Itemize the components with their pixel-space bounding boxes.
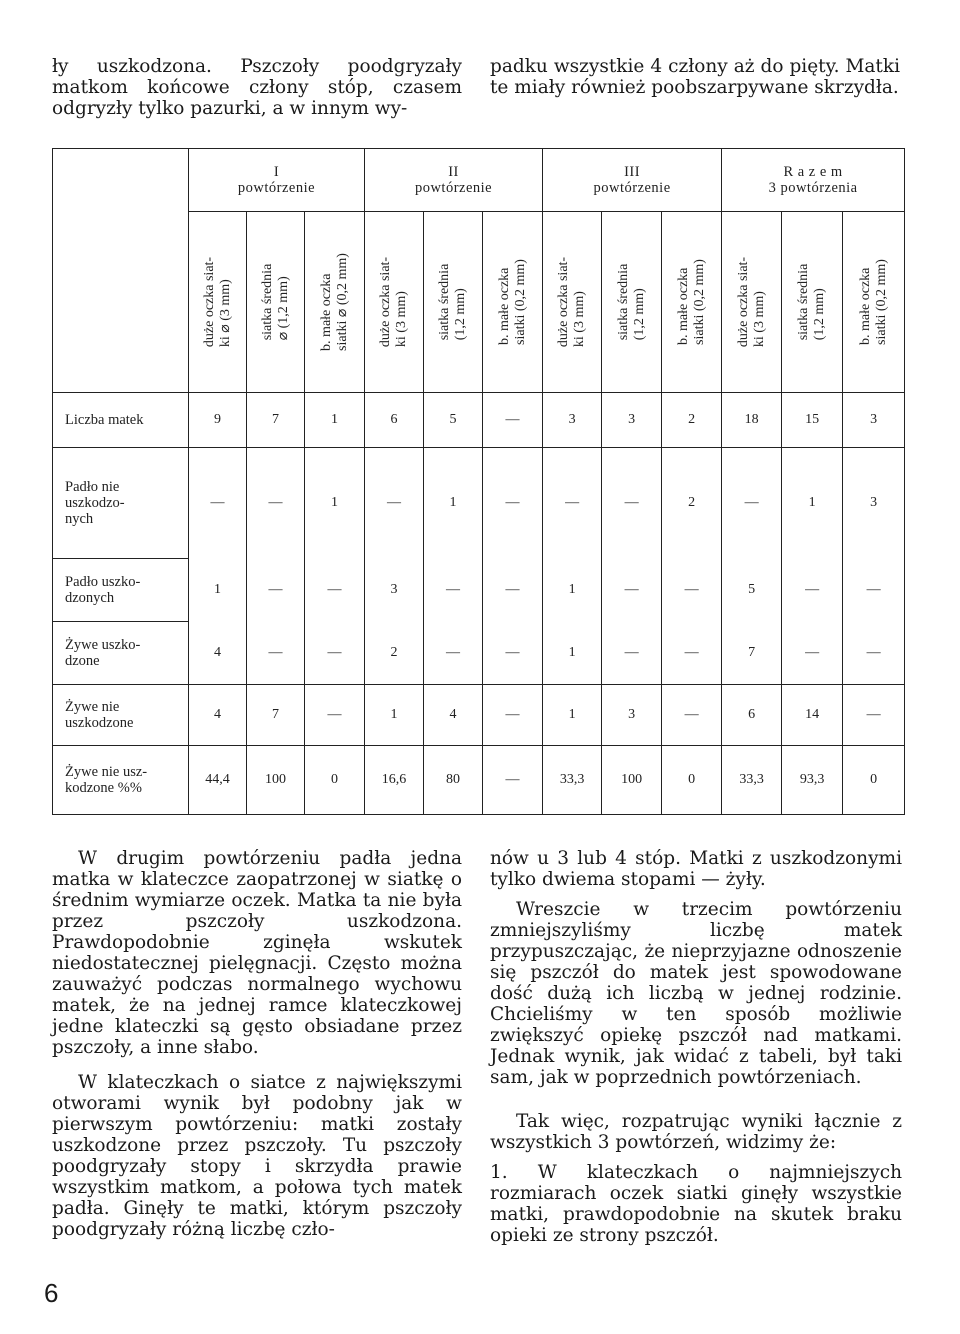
table-row [53, 746, 905, 815]
bottom-right-paragraph-2: Wreszcie w trzecim powtórzeniu zmniejszyliśmy liczbę matek przypuszczając, że nieprzyjazne odnoszenie się pszczół do matek jest spowodowane dość dużą ich liczbą w jednej rodzinie. Chcieliśmy w ten sposób możliwie zwiększyć opiekę pszczół nad matkami. Jednak wynik, jak widać z tabeli, był taki sam, jak w poprzednich powtórzeniach. [490, 899, 902, 1088]
column-header [424, 212, 483, 393]
table-cell: 6 [365, 393, 424, 448]
table-cell: 5 [424, 393, 483, 448]
group-header-3: III powtórzenie [543, 149, 722, 212]
table-cell: 1 [424, 448, 483, 559]
corner-cell [53, 149, 189, 393]
column-header [483, 212, 543, 393]
table-row [53, 393, 905, 448]
table-cell: 0 [305, 746, 365, 815]
table-cell: — [483, 393, 543, 448]
table-cell: 5 [722, 559, 782, 622]
table-cell: 2 [662, 448, 722, 559]
top-right-paragraph: padku wszystkie 4 człony aż do pięty. Matki te miały również poobszarpywane skrzydła. [490, 56, 900, 98]
table-cell: 100 [247, 746, 305, 815]
table-cell: — [782, 622, 843, 685]
table-cell: — [843, 622, 905, 685]
group-header-1: I powtórzenie [189, 149, 365, 212]
table-cell: — [602, 559, 662, 622]
table-cell: — [247, 448, 305, 559]
table-cell: 14 [782, 685, 843, 746]
table-cell: 4 [424, 685, 483, 746]
table-cell: 44,4 [189, 746, 247, 815]
bottom-right-paragraph-1: nów u 3 lub 4 stóp. Matki z uszkodzonymi tylko dwiema stopami — żyły. [490, 848, 902, 890]
table-cell: — [662, 622, 722, 685]
table-cell: 1 [305, 448, 365, 559]
table-cell: — [247, 622, 305, 685]
table-cell: — [483, 559, 543, 622]
table-cell: 3 [365, 559, 424, 622]
column-header [843, 212, 905, 393]
bottom-left-paragraph-1: W drugim powtórzeniu padła jedna matka w klateczce zaopatrzonej w siatkę o średnim wymiarze oczek. Matka ta nie była przez pszczoły uszkodzona. Prawdopodobnie zginęła wskutek niedostatecznej pielęgnacji. Często można zauważyć podczas normalnego wychowu matek, że na jednej ramce klateczkowej jedne klateczki są gęsto obsiadane przez pszczoły, a inne słabo. [52, 848, 462, 1058]
column-header [305, 212, 365, 393]
column-header [365, 212, 424, 393]
table-cell: — [305, 559, 365, 622]
row-label: Liczba matek [53, 393, 189, 448]
column-header-label: siatka średnia (1,2 mm) [437, 263, 469, 341]
table-cell: 7 [247, 685, 305, 746]
table-cell: 7 [722, 622, 782, 685]
row-label: Padło uszko- dzonych [53, 559, 189, 622]
table-cell: — [305, 622, 365, 685]
column-header-label: b. małe oczka siatki ⌀ (0,2 mm) [318, 253, 350, 351]
table-cell: 100 [602, 746, 662, 815]
column-header [602, 212, 662, 393]
table-cell: 1 [543, 622, 602, 685]
table-row [53, 559, 905, 622]
table-cell: 2 [365, 622, 424, 685]
column-header [662, 212, 722, 393]
table-cell: — [662, 685, 722, 746]
column-header [543, 212, 602, 393]
column-header [189, 212, 247, 393]
table-cell: — [483, 622, 543, 685]
column-header-label: duże oczka siat- ki (3 mm) [735, 256, 767, 348]
top-left-paragraph: ły uszkodzona. Pszczoły poodgryzały matkom końcowe człony stóp, czasem odgryzły tylko pazurki, a w innym wy- [52, 56, 462, 119]
table-cell: 18 [722, 393, 782, 448]
column-header-label: siatka średnia (1,2 mm) [615, 263, 647, 341]
table-cell: — [843, 559, 905, 622]
table-cell: 7 [247, 393, 305, 448]
group-header-total: R a z e m 3 powtórzenia [722, 149, 905, 212]
row-label: Żywe nie uszkodzone [53, 685, 189, 746]
column-header-label: duże oczka siat- ki ⌀ (3 mm) [201, 256, 233, 348]
bottom-left-paragraph-2: W klateczkach o siatce z największymi otworami wynik był podobny jak w pierwszym powtórzeniu: matki zostały uszkodzone przez pszczoły. Tu pszczoły poodgryzały stopy i skrzydła prawie wszystkim matkom, a połowa tych matek padła. Ginęły te matki, którym pszczoły poodgryzały różną liczbę czło- [52, 1072, 462, 1240]
table-cell: — [843, 685, 905, 746]
table-cell: — [189, 448, 247, 559]
table-cell: 16,6 [365, 746, 424, 815]
column-header-label: duże oczka siat- ki (3 mm) [378, 256, 410, 348]
table-cell: 1 [543, 685, 602, 746]
table-cell: 80 [424, 746, 483, 815]
table-cell: — [247, 559, 305, 622]
table-cell: 3 [543, 393, 602, 448]
group-header-2: II powtórzenie [365, 149, 543, 212]
column-header-label: siatka średnia (1,2 mm) [796, 263, 828, 341]
table-cell: 1 [782, 448, 843, 559]
table-cell: — [424, 559, 483, 622]
table-cell: — [483, 746, 543, 815]
table-cell: — [543, 448, 602, 559]
table-cell: — [483, 685, 543, 746]
column-header [247, 212, 305, 393]
table-cell: 1 [305, 393, 365, 448]
table-cell: — [365, 448, 424, 559]
table-cell: — [602, 622, 662, 685]
column-header [782, 212, 843, 393]
results-table [52, 148, 905, 815]
table-row [53, 622, 905, 685]
table-cell: — [782, 559, 843, 622]
table-cell: 1 [365, 685, 424, 746]
table-row [53, 685, 905, 746]
table-cell: 3 [602, 685, 662, 746]
column-header-label: b. małe oczka siatki (0,2 mm) [496, 259, 528, 345]
bottom-right-paragraph-3: Tak więc, rozpatrując wyniki łącznie z wszystkich 3 powtórzeń, widzimy że: [490, 1111, 902, 1153]
table-cell: 2 [662, 393, 722, 448]
table-cell: — [424, 622, 483, 685]
page-number: 6 [44, 1278, 59, 1308]
table-cell: 6 [722, 685, 782, 746]
table-cell: 3 [843, 448, 905, 559]
column-header-label: siatka średnia ⌀ (1,2 mm) [259, 263, 291, 341]
table-row [53, 448, 905, 559]
column-header-label: b. małe oczka siatki (0,2 mm) [857, 259, 889, 345]
table-cell: 1 [543, 559, 602, 622]
row-label: Żywe nie usz- kodzone %% [53, 746, 189, 815]
row-label: Żywe uszko- dzone [53, 622, 189, 685]
table-cell: 1 [189, 559, 247, 622]
table-cell: 9 [189, 393, 247, 448]
table-cell: 4 [189, 622, 247, 685]
table-cell: 0 [843, 746, 905, 815]
table-cell: — [483, 448, 543, 559]
table-cell: 33,3 [722, 746, 782, 815]
table-cell: 15 [782, 393, 843, 448]
column-header-label: b. małe oczka siatki (0,2 mm) [675, 259, 707, 345]
row-label: Padło nie uszkodzo- nych [53, 448, 189, 559]
table-cell: 3 [843, 393, 905, 448]
table-cell: 93,3 [782, 746, 843, 815]
table-cell: — [305, 685, 365, 746]
table-cell: — [662, 559, 722, 622]
table-cell: — [722, 448, 782, 559]
table-cell: 0 [662, 746, 722, 815]
group-header-row [53, 149, 905, 212]
table-cell: — [602, 448, 662, 559]
table-cell: 3 [602, 393, 662, 448]
column-header [722, 212, 782, 393]
bottom-right-paragraph-4: 1. W klateczkach o najmniejszych rozmiarach oczek siatki ginęły wszystkie matki, prawdopodobnie na skutek braku opieki ze strony pszczół. [490, 1162, 902, 1246]
column-header-label: duże oczka siat- ki (3 mm) [556, 256, 588, 348]
table-cell: 4 [189, 685, 247, 746]
table-cell: 33,3 [543, 746, 602, 815]
